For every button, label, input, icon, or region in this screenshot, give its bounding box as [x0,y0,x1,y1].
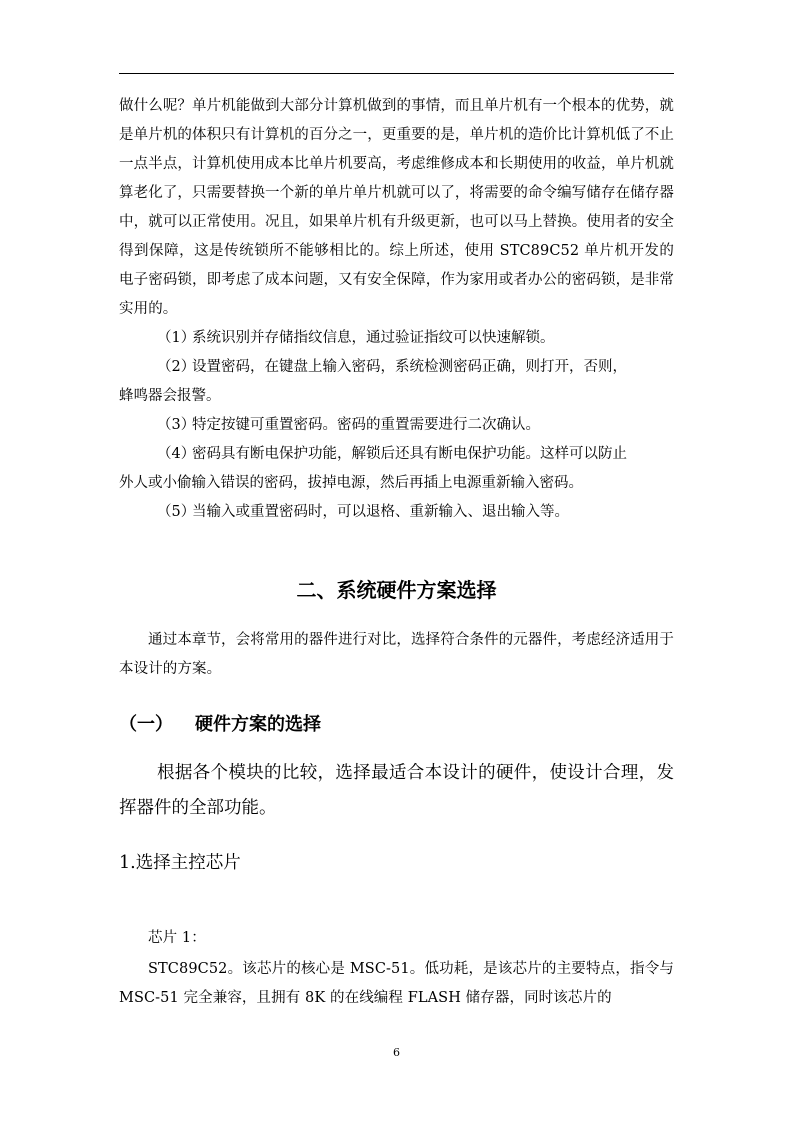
subsection-title [119,710,674,736]
list-item-text: 特定按键可重置密码。密码的重置需要进行二次确认。 [192,417,540,433]
section-intro: 通过本章节，会将常用的器件进行对比，选择符合条件的元器件，考虑经济适用于本设计的方案。 [119,632,674,677]
list-item-number: （2） [157,359,196,375]
chip-label: 芯片 1： [148,930,206,946]
list-item [119,353,674,411]
list-item-text: 系统识别并存储指纹信息，通过验证指纹可以快速解锁。 [192,330,555,346]
item-heading: 1.选择主控芯片 [119,853,241,873]
list-item-continuation: 外人或小偷输入错误的密码，拔掉电源，然后再插上电源重新输入密码。 [119,475,583,491]
list-item-text: 当输入或重置密码时，可以退格、重新输入、退出输入等。 [192,504,569,520]
list-item-text: 密码具有断电保护功能，解锁后还具有断电保护功能。这样可以防止 [192,446,627,462]
list-item-continuation: 蜂鸣器会报警。 [119,388,221,404]
page-body [119,92,674,1013]
chip-paragraph: STC89C52。该芯片的核心是 MSC-51。低功耗，是该芯片的主要特点，指令与 MSC-51 完全兼容，且拥有 8K 的在线编程 FLASH 储存器，同时该芯片的 [119,961,674,1006]
list-item [119,440,674,498]
header-rule [119,73,674,74]
subsection-paragraph: 根据各个模块的比较，选择最适合本设计的硬件，使设计合理，发挥器件的全部功能。 [119,763,674,818]
feature-list [119,324,674,527]
list-item-number: （3） [157,417,196,433]
intro-paragraph: 做什么呢？单片机能做到大部分计算机做到的事情，而且单片机有一个根本的优势，就是单片机的体积只有计算机的百分之一，更重要的是，单片机的造价比计算机低了不止一点半点，计算机使用成本比单片机要高，考虑维修成本和长期使用的收益，单片机就算老化了，只需要替换一个新的单片单片机就可以了，将需要的命令编写储存在储存器中，就可以正常使用。况且，如果单片机有升级更新，也可以马上替换。使用者的安全得到保障，这是传统锁所不能够相比的。综上所述，使用 STC89C52 单片机开发的电子密码锁，即考虑了成本问题，又有安全保障，作为家用或者办公的密码锁，是非常实用的。 [119,98,674,317]
list-item [119,498,674,527]
list-item-number: （5） [157,504,196,520]
list-item-number: （1） [157,330,196,346]
section-title: 二、系统硬件方案选择 [296,578,497,602]
list-item-number: （4） [157,446,196,462]
list-item [119,411,674,440]
subsection-number: （一） [119,714,173,735]
list-item-text: 设置密码，在键盘上输入密码，系统检测密码正确，则打开，否则， [192,359,627,375]
page-number: 6 [393,1046,400,1059]
list-item [119,324,674,353]
subsection-title-text: 硬件方案的选择 [195,714,321,735]
